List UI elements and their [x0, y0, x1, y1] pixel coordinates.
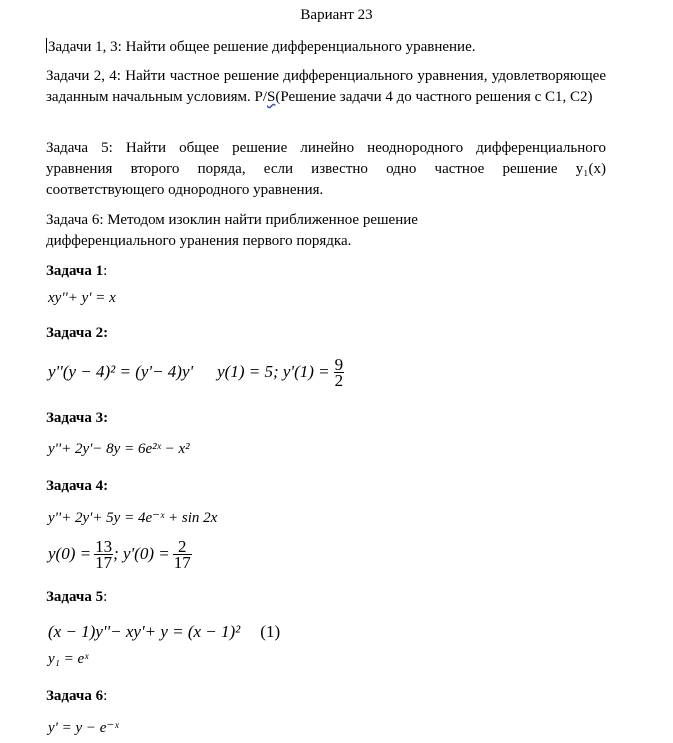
equation-text: y₁ = eˣ — [48, 651, 89, 667]
task-5-equation — [48, 622, 280, 642]
task-5-known-solution — [48, 651, 88, 668]
task-4-equation — [48, 508, 217, 527]
equation-text: y''+ 2y'− 8y = 6e²ˣ − x² — [48, 441, 190, 457]
equation-text: xy''+ y' = x — [48, 290, 116, 306]
task-2-heading — [46, 324, 108, 342]
task-6-heading — [46, 687, 107, 705]
equation-text: y''+ 2y'+ 5y = 4e⁻ˣ + sin 2x — [48, 510, 218, 526]
task-colon: : — [103, 263, 108, 279]
instruction-tasks-2-4 — [46, 66, 606, 108]
equation-text: y''(y − 4)² = (y'− 4)y' — [48, 362, 194, 381]
task-label: Задача 6 — [46, 688, 104, 704]
initial-condition: y(0) = — [48, 544, 92, 563]
fraction-denominator: 2 — [334, 370, 344, 390]
task-1-equation — [48, 290, 116, 307]
equation-text: (x − 1)y''− xy'+ y = (x − 1)² — [48, 622, 241, 641]
instruction-text: (Решение задачи 4 до частного решения с С1, С2) — [275, 89, 593, 105]
instruction-text: Задачи 1, 3: Найти общее решение дифференциального уравнение. — [48, 39, 476, 55]
instruction-tasks-1-3 — [46, 37, 606, 58]
task-label: Задача 1 — [46, 263, 104, 279]
task-label: Задача 4: — [46, 478, 109, 494]
task-4-heading — [46, 477, 108, 495]
fraction-denominator: 17 — [173, 552, 191, 572]
spellcheck-mark: S — [267, 89, 276, 105]
fraction-numerator: 13 — [95, 536, 113, 556]
initial-condition: y(1) = 5; y'(1) = — [217, 362, 330, 381]
task-label: Задача 2: — [46, 325, 109, 341]
task-label: Задача 5 — [46, 589, 104, 605]
task-3-equation — [48, 441, 190, 458]
fraction-numerator: 2 — [173, 539, 192, 555]
instruction-task-6: Задача 6: Методом изоклин найти приближенное решение дифференциального уранения первого порядка. — [46, 212, 418, 249]
task-colon: : — [103, 688, 108, 704]
instruction-text: Задачи 2, 4: Найти частное решение дифференциального уравнения, удовлетворяющее заданным начальным условиям. P/ — [46, 68, 606, 105]
task-label: Задача 3: — [46, 410, 109, 426]
task-4-initial-conditions — [48, 534, 192, 574]
fraction — [173, 536, 192, 572]
task-2-equation — [48, 352, 344, 392]
task-5-heading — [46, 588, 107, 606]
task-6-equation — [48, 718, 119, 737]
task-1-heading — [46, 262, 107, 280]
text-cursor — [46, 38, 47, 53]
instruction-task-5: Задача 5: Найти общее решение линейно неоднородного дифференциального уравнения второго поряда, если известно одно частное решение y₁(x) соответствующего однородного уравнения. — [46, 140, 606, 198]
initial-condition: ; y'(0) = — [113, 544, 170, 563]
task-3-heading — [46, 409, 108, 427]
fraction-denominator: 17 — [95, 552, 113, 572]
fraction-numerator: 9 — [334, 354, 344, 374]
page-title: Вариант 23 — [300, 7, 373, 23]
task-colon: : — [103, 589, 108, 605]
fraction — [334, 354, 345, 390]
equation-number: (1) — [260, 622, 281, 641]
fraction — [94, 536, 113, 572]
equation-text: y' = y − e⁻ˣ — [48, 720, 119, 736]
